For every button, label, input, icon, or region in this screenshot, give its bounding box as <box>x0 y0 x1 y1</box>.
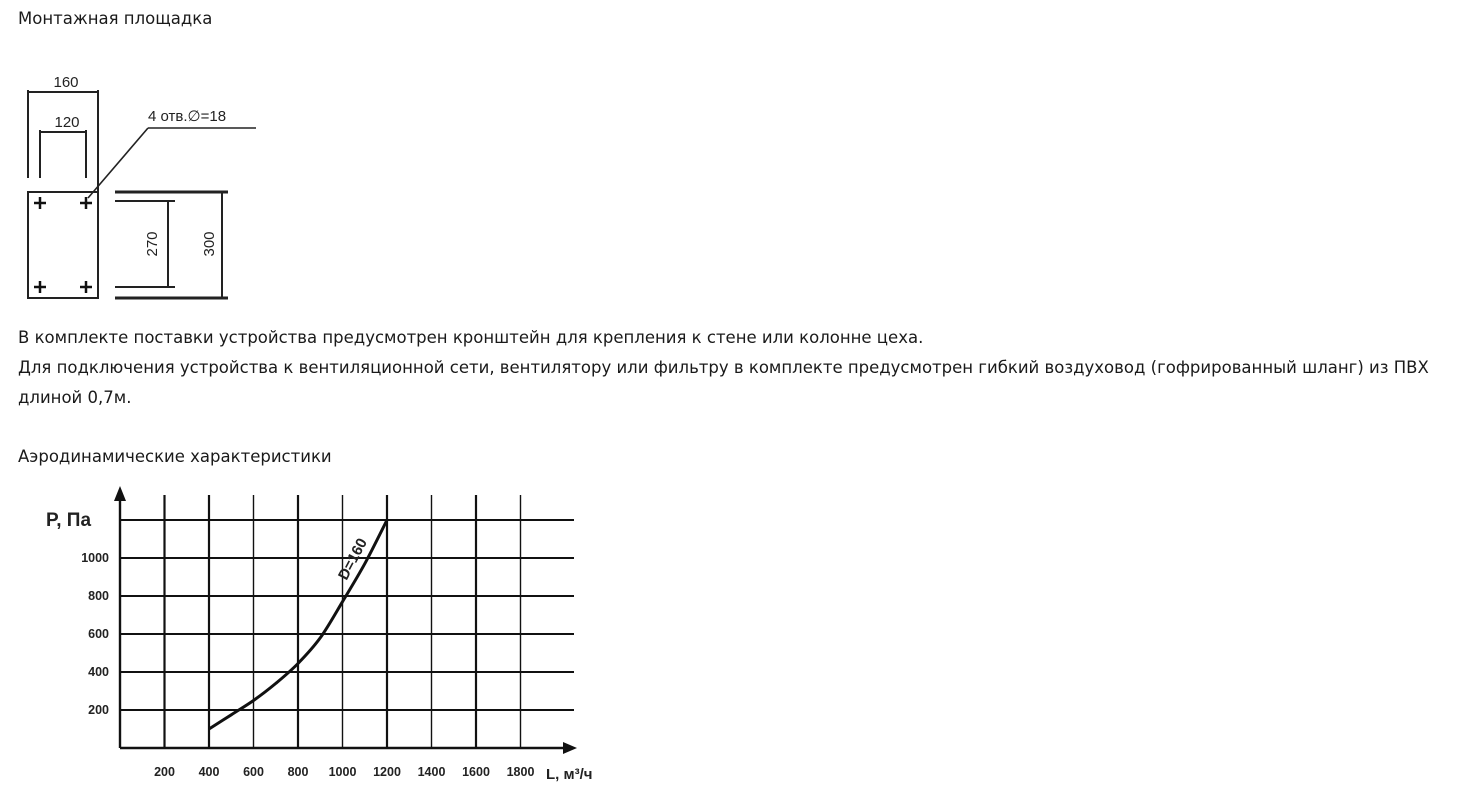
x-axis-label: L, м³/ч <box>546 766 593 783</box>
description-line-2: Для подключения устройства к вентиляционной сети, вентилятору или фильтру в комплекте предусмотрен гибкий воздуховод (гофрированный шланг) из ПВХ <box>18 358 1429 377</box>
y-tick-label: 200 <box>88 703 109 717</box>
description-line-1: В комплекте поставки устройства предусмотрен кронштейн для крепления к стене или колонне цеха. <box>18 328 924 347</box>
x-tick-label: 1200 <box>373 765 401 779</box>
dim-outer-height: 300 <box>201 231 218 257</box>
x-tick-label: 800 <box>287 765 309 779</box>
x-tick-label: 1800 <box>506 765 535 779</box>
y-tick-label: 1000 <box>81 551 109 565</box>
y-axis-arrow <box>114 486 126 501</box>
dim-holes-height: 270 <box>144 231 161 257</box>
y-tick-label: 600 <box>88 627 109 641</box>
y-axis-label: P, Па <box>46 510 92 531</box>
description-line-3: длиной 0,7м. <box>18 388 132 407</box>
y-tick-label: 400 <box>88 665 109 679</box>
x-axis-arrow <box>563 742 577 754</box>
x-tick-label: 1600 <box>462 765 490 779</box>
holes-count: 4 отв. <box>148 108 188 125</box>
aero-heading: Аэродинамические характеристики <box>18 447 332 466</box>
chart-axes <box>114 486 577 754</box>
mount-heading: Монтажная площадка <box>18 9 213 28</box>
dim-inner-width: 120 <box>54 114 80 131</box>
y-tick-label: 800 <box>88 589 109 603</box>
chart-ticks <box>81 551 534 779</box>
x-tick-label: 200 <box>154 765 175 779</box>
series-label: D=160 <box>335 535 371 583</box>
holes-diameter: ∅=18 <box>187 108 227 125</box>
x-tick-label: 1400 <box>417 765 446 779</box>
x-tick-label: 1000 <box>328 765 357 779</box>
x-tick-label: 600 <box>243 765 264 779</box>
dim-outer-width: 160 <box>53 74 79 91</box>
x-tick-label: 400 <box>198 765 220 779</box>
chart-grid <box>120 495 574 748</box>
